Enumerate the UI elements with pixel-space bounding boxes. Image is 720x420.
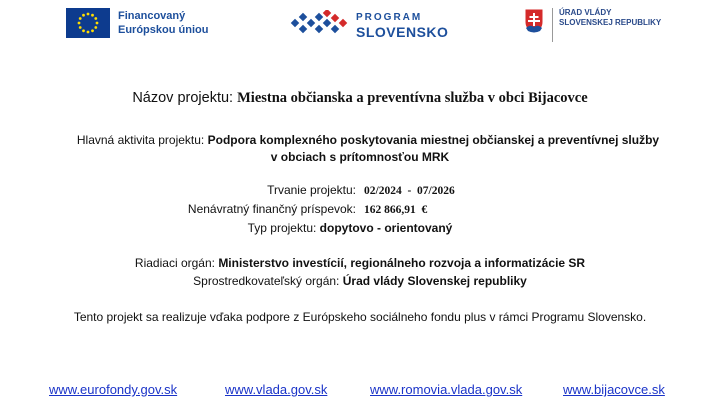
link-eurofondy[interactable]: www.eurofondy.gov.sk [49,382,178,397]
link-bijacovce[interactable]: www.bijacovce.sk [563,382,665,397]
activity-value-line2: v obciach s prítomnosťou MRK [270,150,450,164]
eu-funding-logo [66,8,208,38]
eu-logo-line1: Financovaný [118,10,186,22]
program-slovensko-mark-icon [290,10,350,40]
activity-label: Hlavná aktivita projektu: [76,133,205,147]
grant-label: Nenávratný finančný príspevok: [187,202,356,216]
grant-row [156,202,427,216]
link-romovia[interactable]: www.romovia.vlada.gov.sk [370,382,523,397]
managing-authority [0,256,720,270]
main-activity [8,133,720,147]
office-logo-line1: ÚRAD VLÁDY [559,8,612,17]
program-logo-line2: SLOVENSKO [356,24,449,40]
duration-value: 02/2024 - 07/2026 [364,185,455,197]
eu-logo-line2: Európskou úniou [118,24,209,36]
duration-row [156,183,455,197]
intermediate-label: Sprostredkovateľský orgán: [193,274,340,288]
type-row [0,221,710,235]
grant-value: 162 866,91 € [364,204,428,216]
program-slovensko-logo [290,10,448,40]
program-logo-line1: PROGRAM [356,12,423,23]
duration-label: Trvanie projektu: [267,183,356,197]
logo-divider [552,8,553,42]
activity-value-line1: Podpora komplexného poskytovania miestnej občianskej a preventívnej služby [207,133,660,147]
managing-value: Ministerstvo investícií, regionálneho rozvoja a informatizácie SR [218,256,586,270]
project-name-value: Miestna občianska a preventívna služba v obci Bijacovce [237,90,588,106]
managing-label: Riadiaci orgán: [134,256,215,270]
intermediate-value: Úrad vlády Slovenskej republiky [342,274,527,288]
type-label: Typ projektu: [247,221,317,235]
office-logo-line2: SLOVENSKEJ REPUBLIKY [559,18,662,27]
project-name-label: Názov projektu: [132,90,234,106]
project-title [0,90,720,107]
link-vlada[interactable]: www.vlada.gov.sk [225,382,328,397]
funding-statement: Tento projekt sa realizuje vďaka podpore z Európskeho sociálneho fondu plus v rámci Programu Slovensko. [73,310,647,324]
intermediate-body [0,274,720,288]
eu-flag-icon [66,8,110,38]
slovak-coat-of-arms-icon [524,8,544,34]
government-office-logo [524,8,661,42]
type-value: dopytovo - orientovaný [319,221,453,235]
